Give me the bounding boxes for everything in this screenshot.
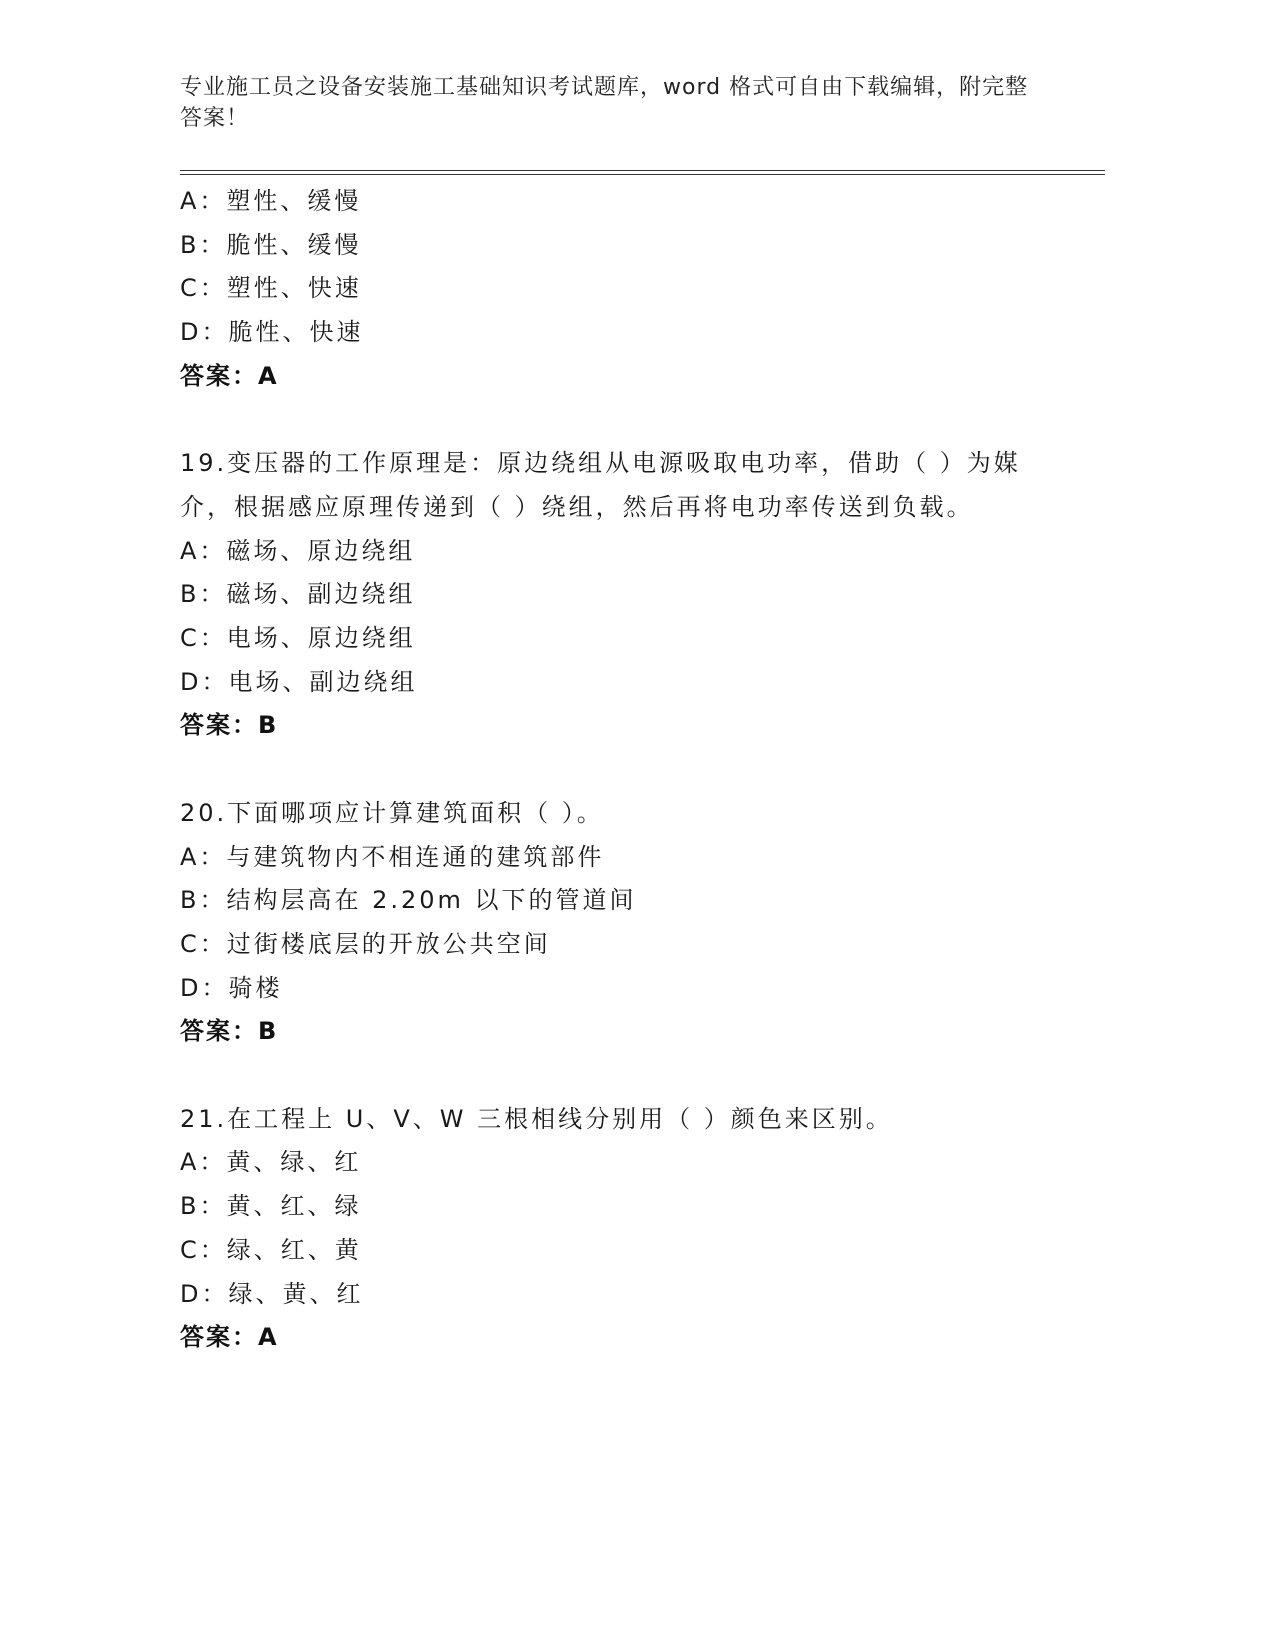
- option-d: D：电场、副边绕组: [180, 667, 418, 696]
- option-b: B：黄、红、绿: [180, 1192, 362, 1221]
- answer-line: 答案：B: [180, 711, 279, 740]
- question-stem: 20.下面哪项应计算建筑面积（ ）。: [180, 798, 604, 827]
- answer-line: 答案：B: [180, 1017, 279, 1046]
- document-header: 专业施工员之设备安装施工基础知识考试题库，word 格式可自由下载编辑，附完整答案！: [180, 75, 1029, 131]
- option-a: A：磁场、原边绕组: [180, 536, 416, 565]
- option-b: B：结构层高在 2.20m 以下的管道间: [180, 886, 637, 915]
- header-divider-top: [180, 170, 1105, 171]
- question-18-continuation: [180, 180, 1100, 399]
- option-c: C：过街楼底层的开放公共空间: [180, 929, 551, 958]
- option-d: D：骑楼: [180, 973, 283, 1002]
- option-d: D：脆性、快速: [180, 318, 364, 347]
- option-b: B：脆性、缓慢: [180, 230, 362, 259]
- option-b: B：磁场、副边绕组: [180, 580, 416, 609]
- option-c: C：塑性、快速: [180, 274, 362, 303]
- option-d: D：绿、黄、红: [180, 1279, 364, 1308]
- answer-line: 答案：A: [180, 1323, 279, 1352]
- spacer: [180, 1054, 1100, 1098]
- option-a: A：与建筑物内不相连通的建筑部件: [180, 842, 605, 871]
- option-a: A：黄、绿、红: [180, 1148, 362, 1177]
- question-list: [180, 180, 1100, 1360]
- question-21: [180, 1098, 1100, 1360]
- question-20: [180, 792, 1100, 1054]
- answer-line: 答案：A: [180, 361, 279, 390]
- option-a: A：塑性、缓慢: [180, 187, 362, 215]
- question-stem: 21.在工程上 U、V、W 三根相线分别用（ ）颜色来区别。: [180, 1104, 893, 1133]
- option-c: C：绿、红、黄: [180, 1235, 362, 1264]
- header-divider-bottom: [180, 174, 1105, 175]
- question-stem: 19.变压器的工作原理是：原边绕组从电源吸取电功率，借助（ ）为媒介，根据感应原理传递到（ ）绕组，然后再将电功率传送到负载。: [180, 449, 1021, 521]
- question-19: [180, 442, 1100, 748]
- spacer: [180, 748, 1100, 792]
- option-c: C：电场、原边绕组: [180, 624, 416, 653]
- spacer: [180, 399, 1100, 443]
